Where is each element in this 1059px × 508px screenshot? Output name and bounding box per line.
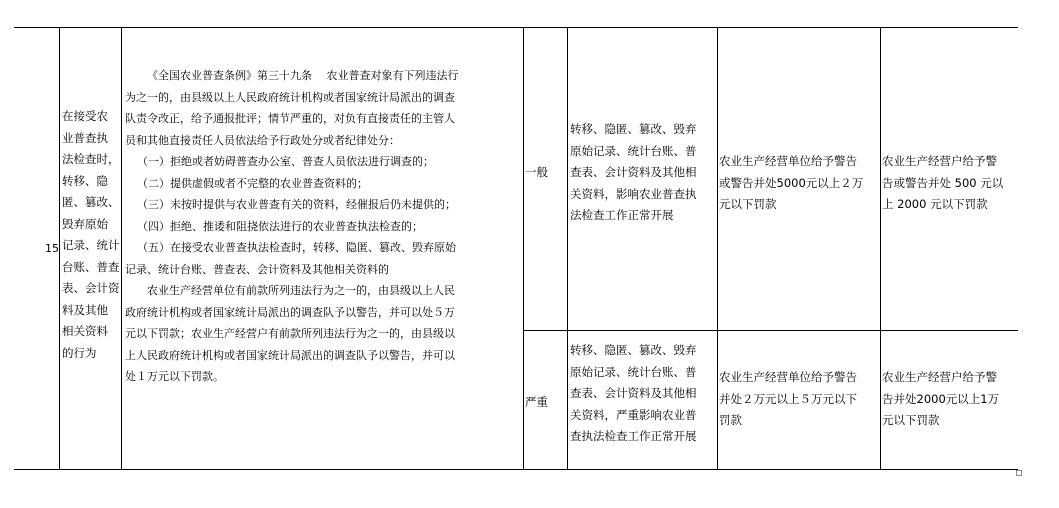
- penalty-table: [14, 27, 1018, 470]
- level-serious: 严重: [525, 395, 548, 409]
- unit-penalty-general: 农业生产经营单位给予警告 或警告并处5000元以上２万 元以下罚款: [719, 154, 864, 211]
- legal-basis-line: （五）在接受农业普查执法检查时，转移、隐匿、篡改、毁弃原始: [137, 241, 456, 254]
- legal-basis-line: 上人民政府统计机构或者国家统计局派出的调查队予以警告，并可以: [125, 348, 455, 362]
- level-divider: [523, 330, 1018, 331]
- level-general: 一般: [525, 165, 548, 179]
- row-number: 15: [45, 242, 59, 255]
- column-divider: [59, 27, 60, 470]
- legal-basis-line: 元以下罚款；农业生产经营户有前款所列违法行为之一的，由县级以: [125, 327, 455, 340]
- violation-item: 在接受农 业普查执 法检查时， 转移、隐 匿、篡改、 毁弃原始 记录、统计 台账、普查 表、会计资 料及其他 相关资料 的行为: [62, 109, 120, 360]
- circumstance-serious: 转移、隐匿、篡改、毁弃 原始记录、统计台账、普 查表、会计资料及其他相 关资料，严重影响农业普 查执法检查工作正常开展: [570, 343, 697, 443]
- legal-basis-line: （三）未按时提供与农业普查有关的资料，经催报后仍未提供的；: [137, 198, 456, 211]
- legal-basis-line: 农业生产经营单位有前款所列违法行为之一的，由县级以上人民: [147, 284, 455, 297]
- legal-basis-line: 记录、统计台账、普查表、会计资料及其他相关资料的: [125, 262, 389, 276]
- table-bottom-border: [14, 469, 1018, 470]
- legal-basis-line: （一）拒绝或者妨碍普查办公室、普查人员依法进行调查的；: [137, 155, 434, 168]
- legal-basis-line: 政府统计机构或者国家统计局派出的调查队予以警告，并可以处５万: [125, 305, 455, 319]
- legal-basis-line: 《全国农业普查条例》第三十九条 农业普查对象有下列违法行: [147, 69, 459, 82]
- legal-basis-line: （四）拒绝、推诿和阻挠依法进行的农业普查执法检查的；: [137, 219, 423, 233]
- table-top-border: [14, 27, 1018, 28]
- legal-basis-line: 为之一的，由县级以上人民政府统计机构或者国家统计局派出的调查: [125, 90, 455, 104]
- circumstance-general: 转移、隐匿、篡改、毁弃 原始记录、统计台账、普 查表、会计资料及其他相 关资料，影响农业普查执 法检查工作正常开展: [570, 122, 697, 222]
- household-penalty-serious: 农业生产经营户给予警 告并处2000元以上1万 元以下罚款: [882, 370, 1000, 427]
- household-penalty-general: 农业生产经营户给予警 告或警告并处 500 元以 上 2000 元以下罚款: [882, 154, 1004, 211]
- legal-basis-line: （二）提供虚假或者不完整的农业普查资料的；: [137, 176, 368, 190]
- legal-basis-line: 处１万元以下罚款。: [125, 370, 224, 383]
- legal-basis-line: 员和其他直接责任人员依法给予行政处分或者纪律处分：: [125, 133, 400, 147]
- column-divider: [523, 27, 524, 470]
- legal-basis-line: 队责令改正，给予通报批评；情节严重的，对负有直接责任的主管人: [125, 112, 455, 125]
- corner-marker: [1016, 470, 1022, 476]
- column-divider: [567, 27, 568, 470]
- unit-penalty-serious: 农业生产经营单位给予警告 并处２万元以上５万元以下 罚款: [719, 370, 857, 427]
